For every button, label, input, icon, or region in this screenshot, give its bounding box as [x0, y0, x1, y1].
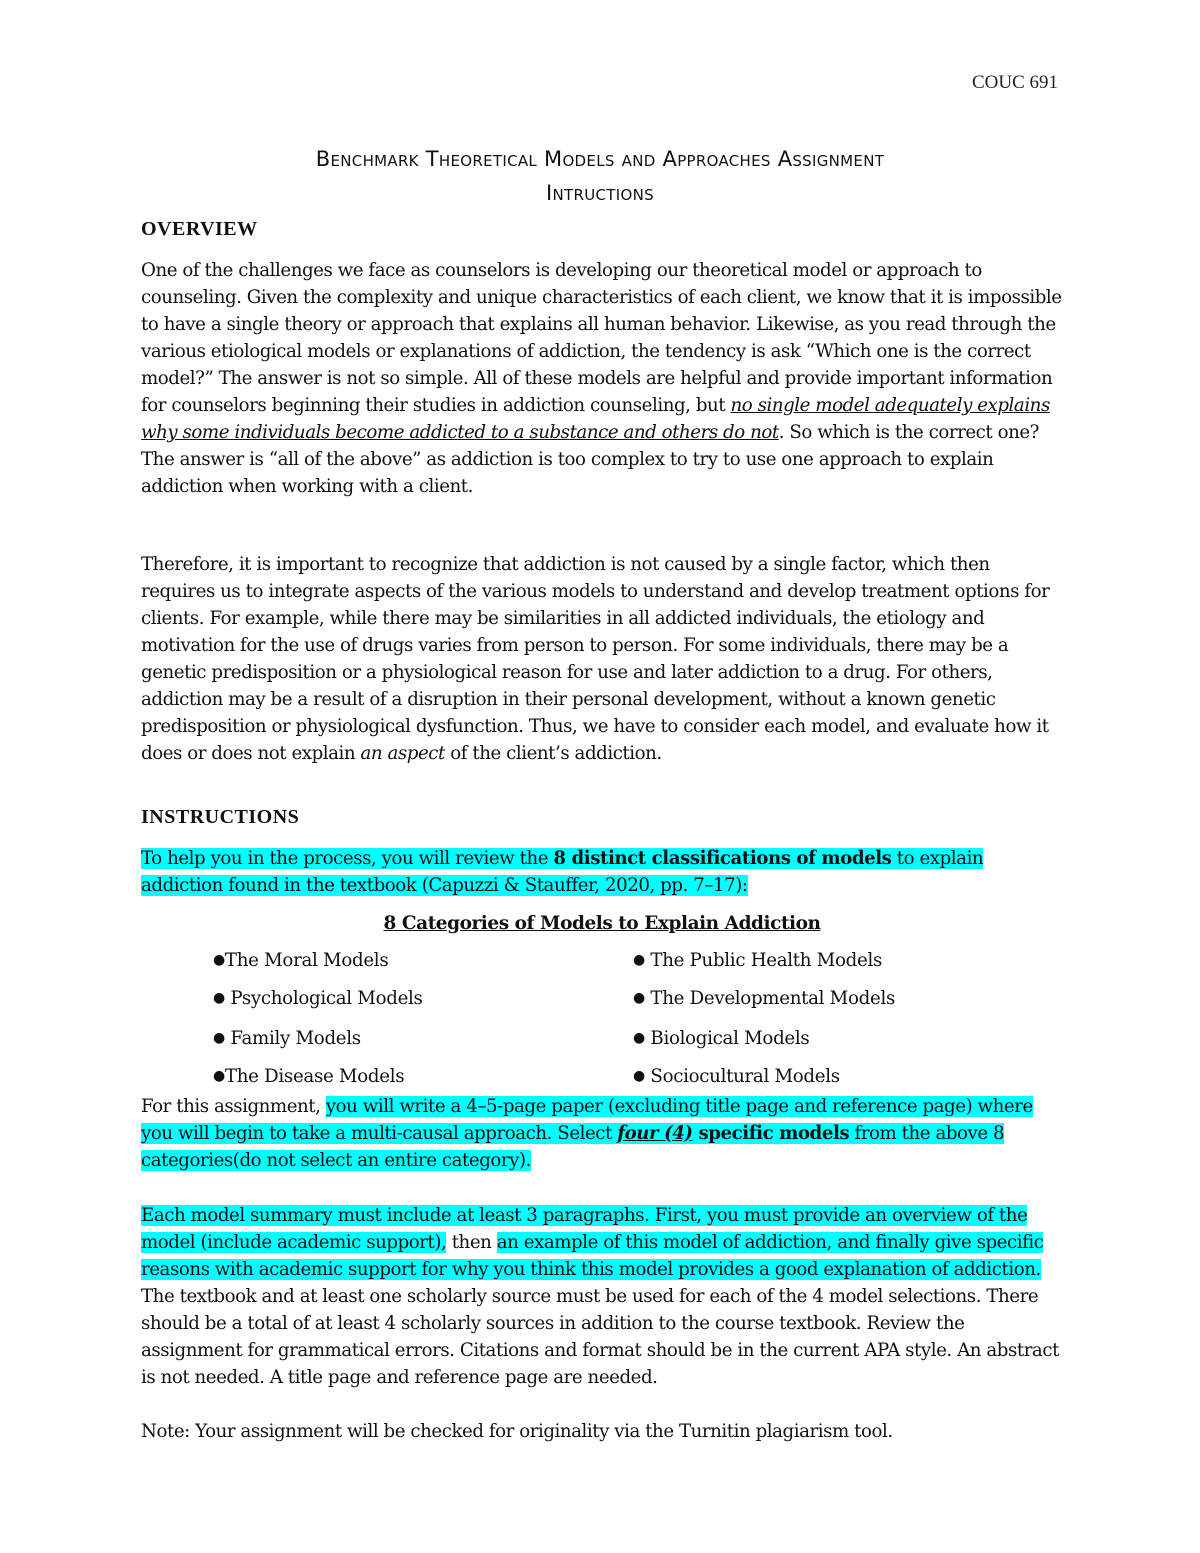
instructions-paragraph-2: [141, 1093, 1063, 1174]
course-code: COUC 691: [971, 72, 1058, 93]
overview-section: [141, 218, 1063, 241]
instructions-p3-highlight-2: an example of this model of addiction, and finally give specific reasons with academic support for why you think this model provides a good explanation of addiction.: [141, 1232, 1044, 1280]
bullet-icon: ●: [633, 952, 645, 968]
bullet-icon: ●: [213, 952, 225, 968]
list-item: ● Family Models: [213, 1028, 361, 1049]
list-item: ● Sociocultural Models: [633, 1066, 840, 1087]
note-section: [141, 1418, 1063, 1445]
instructions-p1-text-a: To help you in the process, you will review the: [141, 848, 554, 869]
instructions-section: [141, 806, 1063, 829]
instructions-p2-highlight-1: you will write a 4–5-page paper (excluding title page and reference page) where you will begin to take a multi-causal approach. Select: [141, 1096, 1033, 1144]
instructions-p3-highlight-1: Each model summary must include at least 3 paragraphs. First, you must provide an overview of the model (include academic support),: [141, 1205, 1028, 1253]
overview-p2-emphasis: an aspect: [360, 743, 445, 764]
list-item: ● Psychological Models: [213, 988, 423, 1009]
list-item: ● The Public Health Models: [633, 950, 883, 971]
list-item: ●The Moral Models: [213, 950, 389, 971]
instructions-p2-highlight-2: from the above 8 categories(do not select an entire category).: [141, 1123, 1005, 1171]
instructions-paragraph-3: [141, 1202, 1063, 1391]
instructions-p3-text: The textbook and at least one scholarly source must be used for each of the 4 model selections. There should be a total of at least 4 scholarly sources in addition to the course textbook. Review the assignment for grammatical errors. Citations and format should be in the current APA style. An abstract is not needed. A title page and reference page are needed.: [141, 1286, 1059, 1388]
instructions-p1-text-b: to explain addiction found in the textbook (Capuzzi & Stauffer, 2020, pp. 7–17):: [141, 848, 984, 896]
document-title: [140, 142, 1060, 210]
bullet-icon: ●: [213, 1030, 225, 1046]
bullet-icon: ●: [633, 990, 645, 1006]
title-line-2: Intructions: [546, 181, 654, 205]
overview-paragraph-2: [141, 551, 1063, 767]
overview-p1-text-a: One of the challenges we face as counselors is developing our theoretical model or approach to counseling. Given the complexity and unique characteristics of each client, we know that it is impossible to have a single theory or approach that explains all human behavior. Likewise, as you read through the various etiological models or explanations of addiction, the tendency is ask “Which one is the correct model?” The answer is not so simple. All of these models are helpful and provide important information for counselors beginning their studies in addiction counseling, but: [141, 260, 1062, 416]
overview-paragraph-1: [141, 257, 1063, 500]
bullet-icon: ●: [213, 1068, 225, 1084]
overview-p1-emphasis: no single model adequately explains why some individuals become addicted to a substance and others do not: [141, 395, 1050, 443]
instructions-p1-bold: 8 distinct classifications of models: [553, 848, 892, 869]
bullet-icon: ●: [213, 990, 225, 1006]
instructions-p2-bold-underline: four (4): [617, 1123, 693, 1144]
note-text: Note: Your assignment will be checked for originality via the Turnitin plagiarism tool.: [141, 1421, 893, 1442]
bullet-icon: ●: [633, 1030, 645, 1046]
instructions-p3-then: then: [446, 1232, 497, 1253]
list-item: ●The Disease Models: [213, 1066, 405, 1087]
categories-title: 8 Categories of Models to Explain Addiction: [383, 913, 821, 934]
instructions-heading: INSTRUCTIONS: [141, 806, 300, 828]
list-item: ● The Developmental Models: [633, 988, 895, 1009]
instructions-paragraph-1: [141, 845, 1063, 899]
list-item: ● Biological Models: [633, 1028, 810, 1049]
overview-p2-text-b: of the client’s addiction.: [444, 743, 662, 764]
overview-p2-text-a: Therefore, it is important to recognize that addiction is not caused by a single factor, which then requires us to integrate aspects of the various models to understand and develop treatment options for clients. For example, while there may be similarities in all addicted individuals, the etiology and motivation for the use of drugs varies from person to person. For some individuals, there may be a genetic predisposition or a physiological reason for use and later addiction to a drug. For others, addiction may be a result of a disruption in their personal development, without a known genetic predisposition or physiological dysfunction. Thus, we have to consider each model, and evaluate how it does or does not explain: [141, 554, 1050, 764]
instructions-p2-bold: specific models: [692, 1123, 850, 1144]
bullet-icon: ●: [633, 1068, 645, 1084]
overview-heading: OVERVIEW: [141, 218, 258, 240]
categories-title-wrap: [141, 910, 1063, 937]
title-line-1: Benchmark Theoretical Models and Approaches Assignment: [315, 147, 885, 171]
instructions-p2-text-a: For this assignment,: [141, 1096, 326, 1117]
overview-p1-text-b: . So which is the correct one? The answer is “all of the above” as addiction is too complex to try to use one approach to explain addiction when working with a client.: [141, 422, 1039, 497]
